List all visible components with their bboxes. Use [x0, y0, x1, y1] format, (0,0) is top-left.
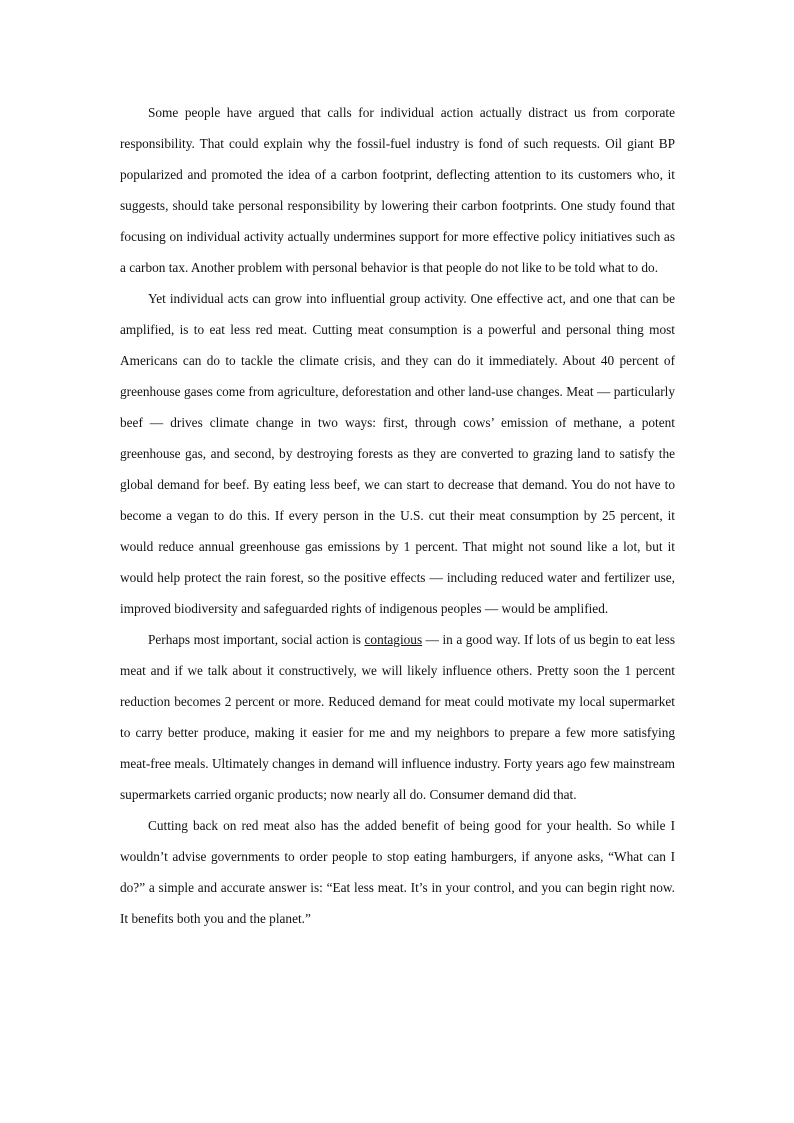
paragraph-2: Yet individual acts can grow into influential group activity. One effective act, and one that can be amplified, is to eat less red meat. Cutting meat consumption is a powerful and personal thing most Americans can do to tackle the climate crisis, and they can do it immediately. About 40 percent of greenhouse gases come from agriculture, deforestation and other land-use changes. Meat — particularly beef — drives climate change in two ways: first, through cows’ emission of methane, a potent greenhouse gas, and second, by destroying forests as they are converted to grazing land to satisfy the global demand for beef. By eating less beef, we can start to decrease that demand. You do not have to become a vegan to do this. If every person in the U.S. cut their meat consumption by 25 percent, it would reduce annual greenhouse gas emissions by 1 percent. That might not sound like a lot, but it would help protect the rain forest, so the positive effects — including reduced water and fertilizer use, improved biodiversity and safeguarded rights of indigenous peoples — would be amplified. [120, 291, 675, 616]
paragraph-1: Some people have argued that calls for individual action actually distract us from corporate responsibility. That could explain why the fossil-fuel industry is fond of such requests. Oil giant BP popularized and promoted the idea of a carbon footprint, deflecting attention to its customers who, it suggests, should take personal responsibility by lowering their carbon footprints. One study found that focusing on individual activity actually undermines support for more effective policy initiatives such as a carbon tax. Another problem with personal behavior is that people do not like to be told what to do. [120, 105, 675, 275]
paragraph-3-end: — in a good way. If lots of us begin to eat less meat and if we talk about it constructively, we will likely influence others. Pretty soon the 1 percent reduction becomes 2 percent or more. Reduced demand for meat could motivate my local supermarket to carry better produce, making it easier for me and my neighbors to prepare a few more satisfying meat-free meals. Ultimately changes in demand will influence industry. Forty years ago few mainstream supermarkets carried organic products; now nearly all do. Consumer demand did that. [120, 632, 675, 802]
document-page [120, 97, 675, 934]
paragraph-3 [120, 624, 675, 810]
contagious-link[interactable]: contagious [364, 632, 423, 647]
paragraph-4: Cutting back on red meat also has the added benefit of being good for your health. So while I wouldn’t advise governments to order people to stop eating hamburgers, if anyone asks, “What can I do?” a simple and accurate answer is: “Eat less meat. It’s in your control, and you can begin right now. It benefits both you and the planet.” [120, 818, 675, 926]
paragraph-3-start: Perhaps most important, social action is [148, 632, 365, 647]
